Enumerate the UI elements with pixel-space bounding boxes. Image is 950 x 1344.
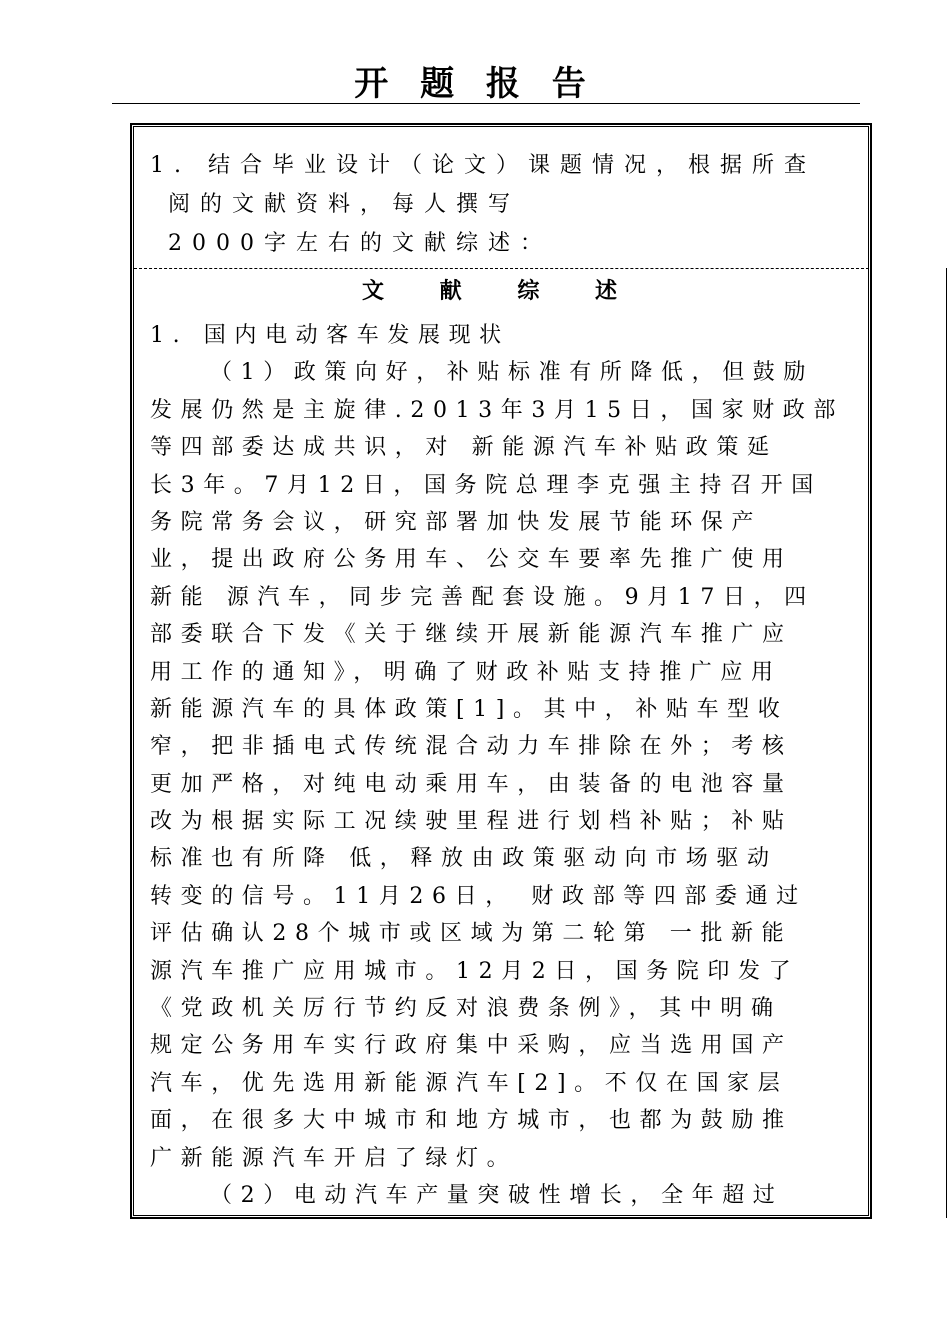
text-line: 转变的信号。11月26日， 财政部等四部委通过 (150, 883, 807, 909)
text-line: （1）政策向好，补贴标准有所降低，但鼓励 (210, 360, 814, 386)
text-line: 更加严格，对纯电动乘用车，由装备的电池容量 (150, 771, 793, 797)
text-line: 汽车，优先选用新能源汽车[2]。不仅在国家层 (150, 1070, 789, 1096)
text-line: 新能 源汽车，同步完善配套设施。9月17日，四 (150, 584, 815, 610)
text-line: 面，在很多大中城市和地方城市，也都为鼓励推 (150, 1108, 793, 1134)
page-edge-line (946, 268, 947, 1218)
section-divider (134, 268, 869, 269)
text-line: 长3年。7月12日，国务院总理李克强主持召开国 (150, 472, 822, 498)
text-line: 评估确认28个城市或区域为第二轮第 一批新能 (150, 921, 793, 947)
instruction-line-1: 1. 结合毕业设计（论文）课题情况，根据所查 (150, 153, 816, 178)
title-underline (112, 103, 860, 104)
text-line: 《党政机关厉行节约反对浪费条例》，其中明确 (150, 996, 782, 1022)
text-line: 1. 国内电动客车发展现状 (150, 323, 510, 348)
text-line: 广新能源汽车开启了绿灯。 (150, 1145, 518, 1171)
section-heading: 文 献 综 述 (362, 278, 641, 304)
text-line: 等四部委达成共识，对 新能源汽车补贴政策延 (150, 435, 778, 461)
text-line: 业，提出政府公务用车、公交车要率先推广使用 (150, 547, 793, 573)
text-line: 新能源汽车的具体政策[1]。其中，补贴车型收 (150, 696, 789, 722)
text-line: 规定公务用车实行政府集中采购，应当选用国产 (150, 1033, 793, 1059)
text-line: 用工作的通知》，明确了财政补贴支持推广应用 (150, 659, 782, 685)
text-line: 标准也有所降 低，释放由政策驱动向市场驱动 (150, 846, 778, 872)
text-line: 源汽车推广应用城市。12月2日，国务院印发了 (150, 958, 800, 984)
text-line: （2）电动汽车产量突破性增长，全年超过 (210, 1182, 784, 1208)
instruction-line-2: 阅的文献资料，每人撰写 (168, 192, 521, 217)
text-line: 发展仍然是主旋律.2013年3月15日，国家财政部 (150, 397, 844, 423)
page-title: 开 题 报 告 (354, 64, 596, 104)
text-line: 务院常务会议，研究部署加快发展节能环保产 (150, 509, 763, 535)
literature-review-text (150, 317, 850, 1214)
text-line: 窄，把非插电式传统混合动力车排除在外；考核 (150, 734, 793, 760)
text-line: 改为根据实际工况续驶里程进行划档补贴；补贴 (150, 809, 793, 835)
instruction-block (150, 146, 860, 263)
instruction-line-3: 2000字左右的文献综述： (168, 231, 552, 256)
text-line: 部委联合下发《关于继续开展新能源汽车推广应 (150, 622, 793, 648)
